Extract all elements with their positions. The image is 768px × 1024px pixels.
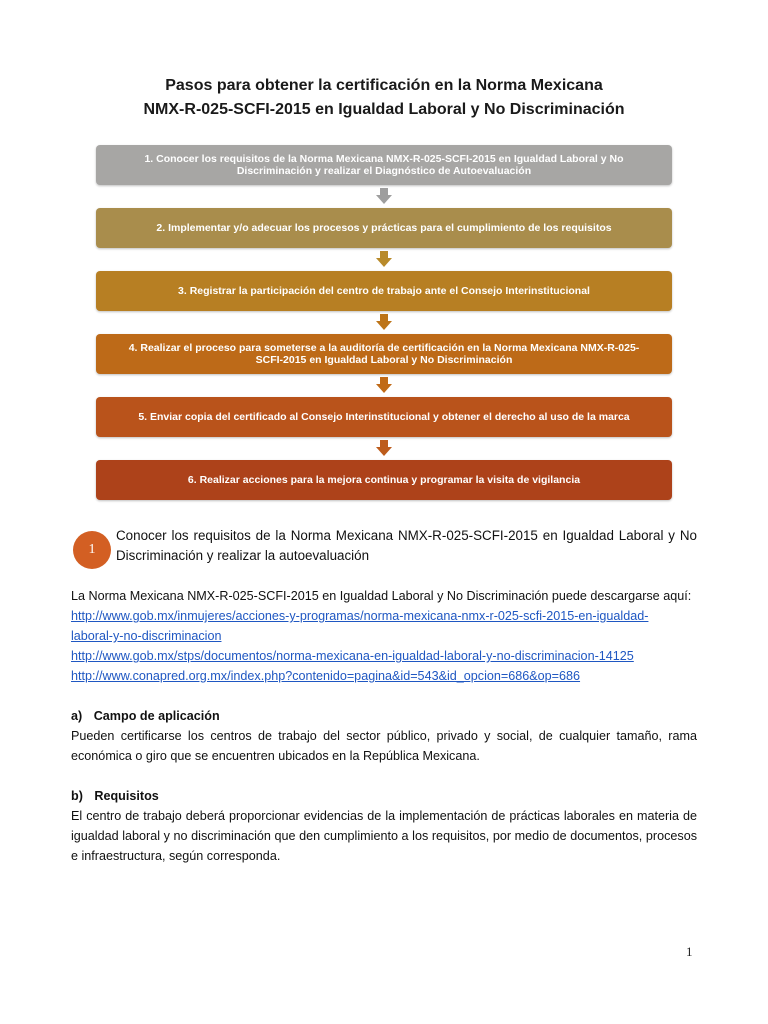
step-box-6: 6. Realizar acciones para la mejora continua y programar la visita de vigilancia: [96, 460, 672, 500]
document-title-line-1: Pasos para obtener la certificación en la Norma Mexicana: [165, 77, 603, 94]
requisitos-heading-text: Requisitos: [94, 789, 159, 803]
link-inmujeres-cont[interactable]: [71, 626, 697, 646]
down-arrow-icon: [376, 440, 392, 456]
requisitos-heading-letter: b): [71, 789, 83, 803]
page-number: 1: [686, 944, 693, 959]
campo-heading: [71, 706, 697, 726]
campo-text: Pueden certificarse los centros de trabajo del sector público, privado y social, de cualquier tamaño, rama económica o giro que se encuentren ubicados en la República Mexicana.: [71, 729, 697, 763]
section-number-badge: 1: [73, 531, 111, 569]
step-box-1: 1. Conocer los requisitos de la Norma Mexicana NMX-R-025-SCFI-2015 en Igualdad Laboral y No Discriminación y realizar el Diagnóstico de Autoevaluación: [96, 145, 672, 185]
document-title-line-2: NMX-R-025-SCFI-2015 en Igualdad Laboral y No Discriminación: [143, 101, 625, 118]
link-inmujeres[interactable]: [71, 606, 697, 626]
link-inmujeres-line-1[interactable]: http://www.gob.mx/inmujeres/acciones-y-programas/norma-mexicana-nmx-r-025-scfi-2015-en-igualdad-: [71, 609, 649, 623]
step-box-4: 4. Realizar el proceso para someterse a la auditoría de certificación en la Norma Mexicana NMX-R-025-SCFI-2015 en Igualdad Laboral y No Discriminación: [96, 334, 672, 374]
requisitos-heading: [71, 786, 697, 806]
step-box-5: 5. Enviar copia del certificado al Consejo Interinstitucional y obtener el derecho al uso de la marca: [96, 397, 672, 437]
section-1-heading: Conocer los requisitos de la Norma Mexicana NMX-R-025-SCFI-2015 en Igualdad Laboral y No Discriminación y realizar la autoevaluación: [116, 528, 697, 563]
link-stps[interactable]: [71, 646, 697, 666]
download-intro: La Norma Mexicana NMX-R-025-SCFI-2015 en Igualdad Laboral y No Discriminación puede descargarse aquí:: [71, 589, 692, 603]
step-box-3: 3. Registrar la participación del centro de trabajo ante el Consejo Interinstitucional: [96, 271, 672, 311]
step-box-2: 2. Implementar y/o adecuar los procesos y prácticas para el cumplimiento de los requisitos: [96, 208, 672, 248]
requisitos-text: El centro de trabajo deberá proporcionar evidencias de la implementación de prácticas laborales en materia de igualdad laboral y no discriminación que den cumplimiento a los requisitos, por medio de documentos, procesos e infraestructura, según corresponda.: [71, 809, 697, 863]
down-arrow-icon: [376, 314, 392, 330]
campo-heading-letter: a): [71, 709, 83, 723]
link-conapred[interactable]: [71, 666, 697, 686]
link-inmujeres-line-2[interactable]: laboral-y-no-discriminacion: [71, 629, 222, 643]
campo-heading-text: Campo de aplicación: [93, 709, 220, 723]
down-arrow-icon: [376, 251, 392, 267]
down-arrow-icon: [376, 377, 392, 393]
down-arrow-icon: [376, 188, 392, 204]
link-stps-text[interactable]: http://www.gob.mx/stps/documentos/norma-mexicana-en-igualdad-laboral-y-no-discriminacion-14125: [71, 649, 634, 663]
link-conapred-text[interactable]: http://www.conapred.org.mx/index.php?contenido=pagina&id=543&id_opcion=686&op=686: [71, 669, 581, 683]
